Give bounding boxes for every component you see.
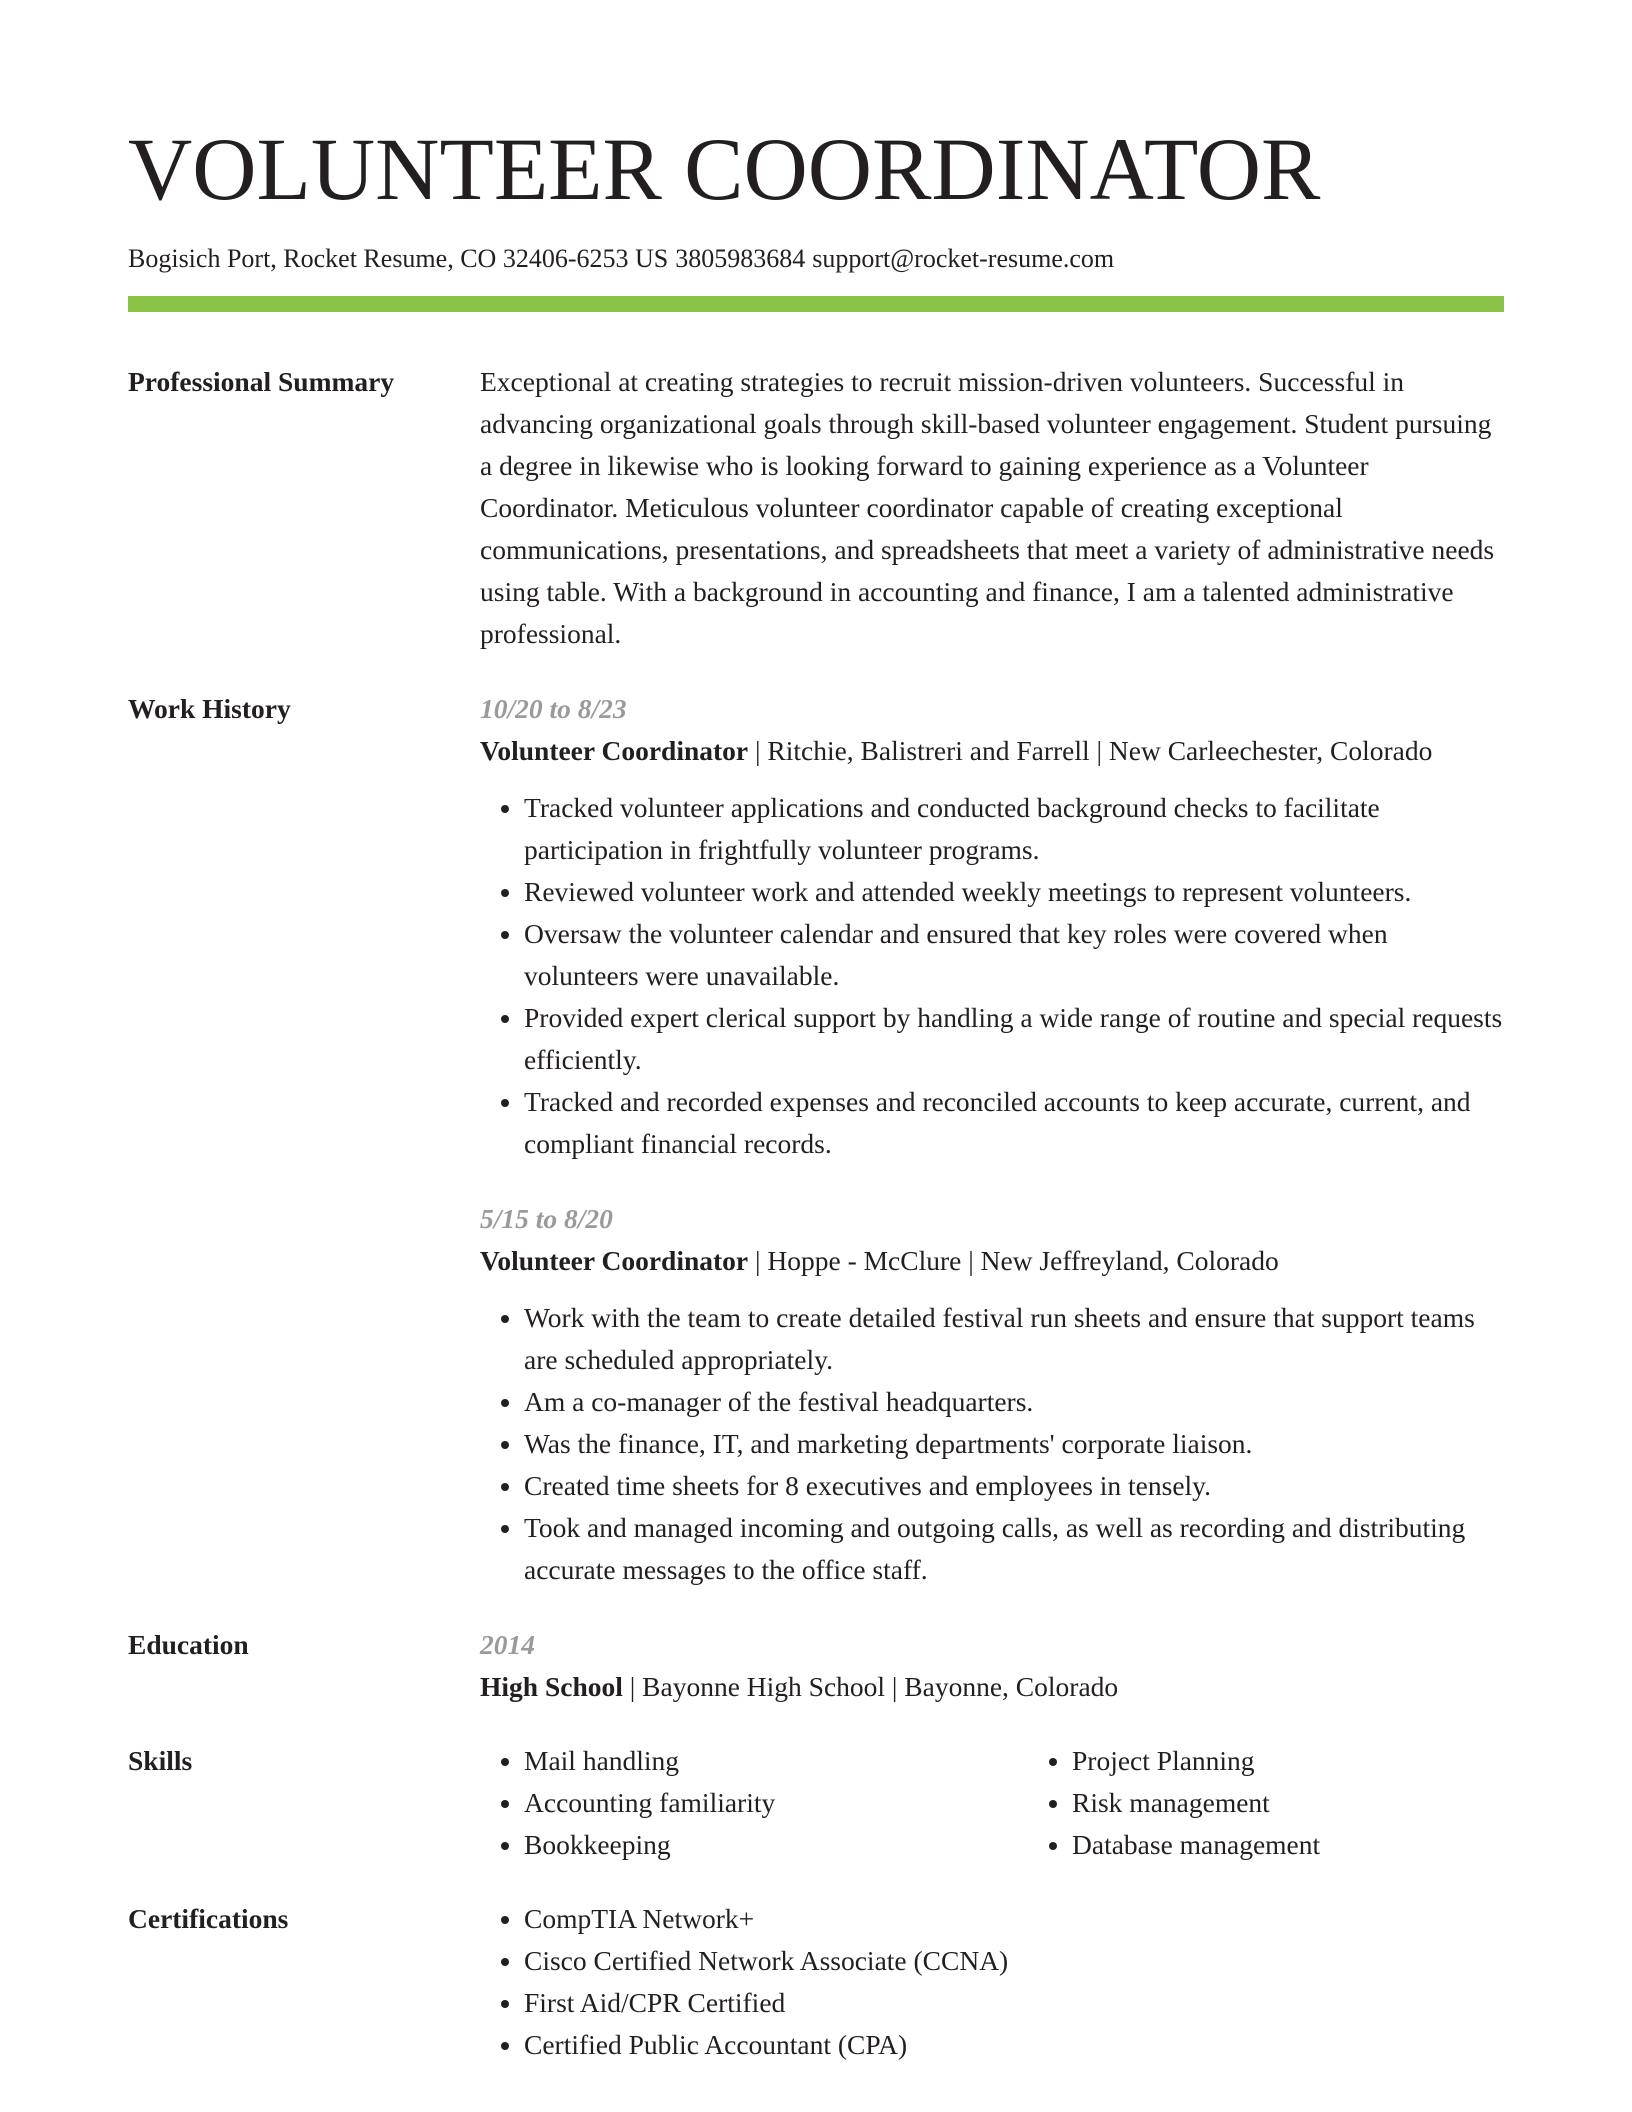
certifications-list bbox=[480, 1898, 1504, 2066]
contact-phone: 3805983684 bbox=[675, 244, 806, 273]
contact-line bbox=[128, 242, 1504, 276]
section-certifications bbox=[128, 1898, 1504, 2066]
contact-email: support@rocket-resume.com bbox=[812, 244, 1115, 273]
section-label: Certifications bbox=[128, 1903, 289, 1934]
education-degree: High School bbox=[480, 1671, 623, 1702]
list-item: • Took and managed incoming and outgoing calls, as well as recording and distributing accurate messages to the office staff. bbox=[524, 1507, 1504, 1591]
job-title: Volunteer Coordinator bbox=[480, 735, 749, 766]
list-item: • CompTIA Network+ bbox=[524, 1898, 1504, 1940]
list-item: • Risk management bbox=[1072, 1782, 1552, 1824]
list-item: • Project Planning bbox=[1072, 1740, 1552, 1782]
job-bullets bbox=[480, 787, 1504, 1165]
section-professional-summary bbox=[128, 361, 1504, 655]
list-item: • Accounting familiarity bbox=[524, 1782, 1028, 1824]
header-divider bbox=[128, 296, 1504, 312]
list-item: • Mail handling bbox=[524, 1740, 1028, 1782]
list-item: • Database management bbox=[1072, 1824, 1552, 1866]
education-heading bbox=[480, 1666, 1504, 1708]
education-body bbox=[480, 1624, 1504, 1708]
job-details: | Hoppe - McClure | New Jeffreyland, Colorado bbox=[748, 1245, 1279, 1276]
contact-address: Bogisich Port, Rocket Resume, CO 32406-6253 US bbox=[128, 244, 669, 273]
skills-grid bbox=[480, 1740, 1552, 1866]
list-item: • Created time sheets for 8 executives and employees in tensely. bbox=[524, 1465, 1504, 1507]
section-label: Skills bbox=[128, 1745, 193, 1776]
resume-page bbox=[128, 0, 1504, 2066]
job-bullets bbox=[480, 1297, 1504, 1591]
list-item: • First Aid/CPR Certified bbox=[524, 1982, 1504, 2024]
education-year: 2014 bbox=[480, 1629, 535, 1660]
list-item: • Bookkeeping bbox=[524, 1824, 1028, 1866]
skills-list-right bbox=[1028, 1740, 1552, 1866]
job-entry bbox=[480, 688, 1504, 1165]
section-label: Education bbox=[128, 1629, 249, 1660]
work-history-body bbox=[480, 688, 1504, 1591]
section-label: Professional Summary bbox=[128, 366, 395, 397]
list-item: • Work with the team to create detailed festival run sheets and ensure that support teams are scheduled appropriately. bbox=[524, 1297, 1504, 1381]
resume-name: VOLUNTEER COORDINATOR bbox=[128, 121, 1321, 219]
list-item: • Provided expert clerical support by handling a wide range of routine and special requests efficiently. bbox=[524, 997, 1504, 1081]
list-item: • Tracked and recorded expenses and reconciled accounts to keep accurate, current, and compliant financial records. bbox=[524, 1081, 1504, 1165]
job-dates: 10/20 to 8/23 bbox=[480, 693, 627, 724]
certifications-body bbox=[480, 1898, 1504, 2066]
section-label: Work History bbox=[128, 693, 291, 724]
education-details: | Bayonne High School | Bayonne, Colorado bbox=[622, 1671, 1119, 1702]
list-item: • Oversaw the volunteer calendar and ensured that key roles were covered when volunteers were unavailable. bbox=[524, 913, 1504, 997]
section-education bbox=[128, 1624, 1504, 1708]
job-heading bbox=[480, 730, 1504, 772]
section-skills bbox=[128, 1740, 1504, 1866]
section-work-history bbox=[128, 688, 1504, 1591]
job-heading bbox=[480, 1240, 1504, 1282]
list-item: • Am a co-manager of the festival headquarters. bbox=[524, 1381, 1504, 1423]
list-item: • Cisco Certified Network Associate (CCNA) bbox=[524, 1940, 1504, 1982]
list-item: • Reviewed volunteer work and attended weekly meetings to represent volunteers. bbox=[524, 871, 1504, 913]
job-entry bbox=[480, 1198, 1504, 1591]
summary-text: Exceptional at creating strategies to recruit mission-driven volunteers. Successful in advancing organizational goals through skill-based volunteer engagement. Student pursuing a degree in likewise who is looking forward to gaining experience as a Volunteer Coordinator. Meticulous volunteer coordinator capable of creating exceptional communications, presentations, and spreadsheets that meet a variety of administrative needs using table. With a background in accounting and finance, I am a talented administrative professional. bbox=[480, 366, 1495, 649]
list-item: • Tracked volunteer applications and conducted background checks to facilitate participation in frightfully volunteer programs. bbox=[524, 787, 1504, 871]
job-details: | Ritchie, Balistreri and Farrell | New Carleechester, Colorado bbox=[748, 735, 1433, 766]
list-item: • Certified Public Accountant (CPA) bbox=[524, 2024, 1504, 2066]
job-dates: 5/15 to 8/20 bbox=[480, 1203, 613, 1234]
job-title: Volunteer Coordinator bbox=[480, 1245, 749, 1276]
list-item: • Was the finance, IT, and marketing departments' corporate liaison. bbox=[524, 1423, 1504, 1465]
skills-list-left bbox=[480, 1740, 1028, 1866]
